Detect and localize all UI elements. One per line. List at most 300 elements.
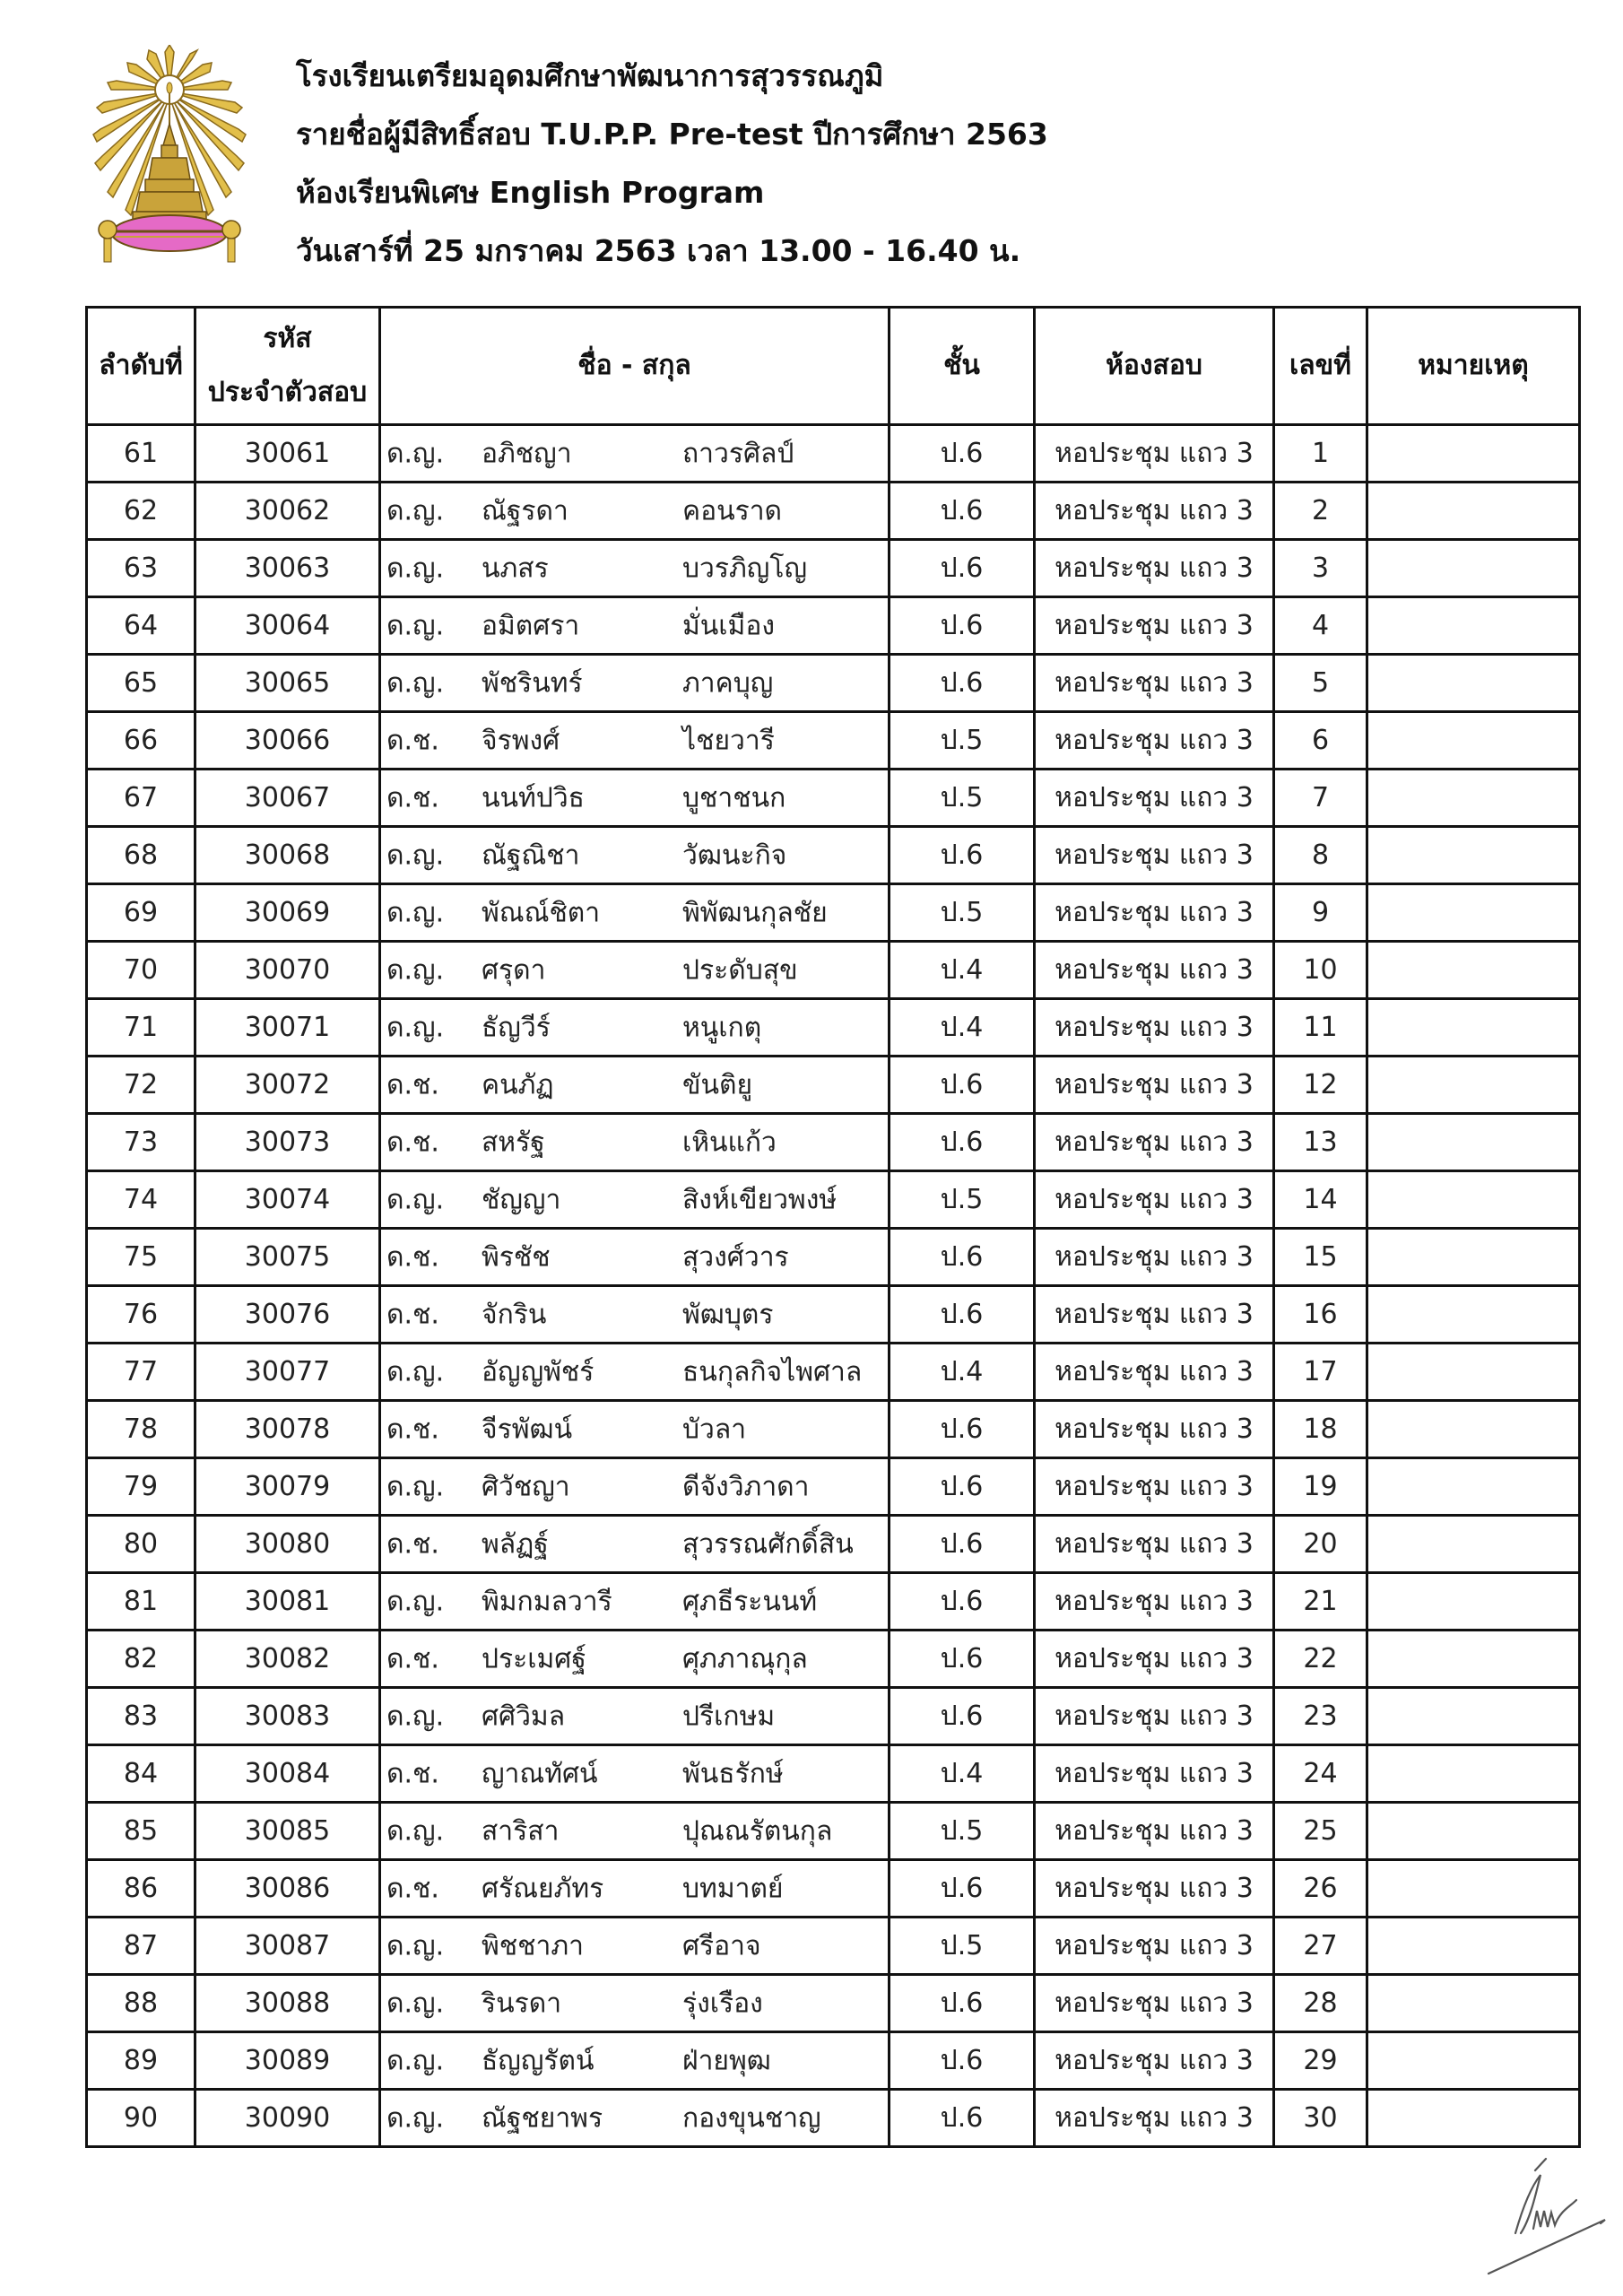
- name-prefix: ด.ญ.: [386, 1930, 445, 1961]
- remark: [1367, 1745, 1580, 1803]
- last-name: วัฒนะกิจ: [682, 839, 787, 871]
- row-number: 78: [87, 1401, 195, 1458]
- first-name: อมิตศรา: [482, 610, 580, 641]
- row-number: 83: [87, 1688, 195, 1745]
- remark: [1367, 425, 1580, 483]
- student-name-cell: [380, 2032, 890, 2090]
- row-number: 89: [87, 2032, 195, 2090]
- grade: ป.6: [890, 1573, 1035, 1631]
- last-name: ศรีอาจ: [682, 1930, 761, 1961]
- col-header-remark: หมายเหตุ: [1367, 308, 1580, 425]
- seat-number: 3: [1274, 540, 1367, 597]
- student-name-cell: [380, 1975, 890, 2032]
- table-row: [87, 1975, 1580, 2032]
- table-row: [87, 1458, 1580, 1516]
- name-prefix: ด.ญ.: [386, 1471, 445, 1502]
- exam-id: 30080: [195, 1516, 380, 1573]
- row-number: 87: [87, 1918, 195, 1975]
- student-name-cell: [380, 483, 890, 540]
- exam-id: 30068: [195, 827, 380, 884]
- seat-number: 18: [1274, 1401, 1367, 1458]
- grade: ป.5: [890, 712, 1035, 770]
- grade: ป.6: [890, 1286, 1035, 1344]
- student-name-cell: [380, 1745, 890, 1803]
- name-prefix: ด.ญ.: [386, 897, 445, 928]
- exam-id: 30077: [195, 1344, 380, 1401]
- exam-room: หอประชุม แถว 3: [1035, 1573, 1274, 1631]
- remark: [1367, 1229, 1580, 1286]
- last-name: บัวลา: [682, 1413, 747, 1445]
- exam-room: หอประชุม แถว 3: [1035, 1918, 1274, 1975]
- exam-room: หอประชุม แถว 3: [1035, 483, 1274, 540]
- grade: ป.4: [890, 1344, 1035, 1401]
- name-prefix: ด.ญ.: [386, 552, 445, 584]
- seat-number: 1: [1274, 425, 1367, 483]
- student-name-cell: [380, 1401, 890, 1458]
- exam-id: 30069: [195, 884, 380, 942]
- grade: ป.6: [890, 1631, 1035, 1688]
- remark: [1367, 540, 1580, 597]
- grade: ป.6: [890, 2090, 1035, 2147]
- grade: ป.5: [890, 884, 1035, 942]
- seat-number: 17: [1274, 1344, 1367, 1401]
- exam-room: หอประชุม แถว 3: [1035, 712, 1274, 770]
- table-row: [87, 1229, 1580, 1286]
- remark: [1367, 597, 1580, 655]
- table-row: [87, 1745, 1580, 1803]
- exam-id: 30062: [195, 483, 380, 540]
- seat-number: 5: [1274, 655, 1367, 712]
- exam-id: 30085: [195, 1803, 380, 1860]
- col-header-seat: เลขที่: [1274, 308, 1367, 425]
- table-row: [87, 1573, 1580, 1631]
- name-prefix: ด.ญ.: [386, 839, 445, 871]
- student-name-cell: [380, 1344, 890, 1401]
- last-name: ประดับสุข: [682, 954, 798, 986]
- table-row: [87, 942, 1580, 999]
- first-name: ศศิวิมล: [482, 1700, 566, 1732]
- last-name: เหินแก้ว: [682, 1126, 777, 1158]
- exam-id: 30061: [195, 425, 380, 483]
- row-number: 65: [87, 655, 195, 712]
- row-number: 86: [87, 1860, 195, 1918]
- exam-id: 30081: [195, 1573, 380, 1631]
- exam-id: 30084: [195, 1745, 380, 1803]
- exam-id: 30079: [195, 1458, 380, 1516]
- name-prefix: ด.ญ.: [386, 2045, 445, 2076]
- row-number: 80: [87, 1516, 195, 1573]
- signature-mark: [1471, 2148, 1623, 2283]
- first-name: จักริน: [482, 1299, 547, 1330]
- row-number: 75: [87, 1229, 195, 1286]
- exam-id: 30090: [195, 2090, 380, 2147]
- last-name: ดีจังวิภาดา: [682, 1471, 810, 1502]
- remark: [1367, 712, 1580, 770]
- name-prefix: ด.ญ.: [386, 1700, 445, 1732]
- name-prefix: ด.ญ.: [386, 954, 445, 986]
- last-name: ธนกุลกิจไพศาล: [682, 1356, 863, 1387]
- name-prefix: ด.ช.: [386, 1873, 439, 1904]
- first-name: พัชรินทร์: [482, 667, 583, 699]
- last-name: สุวงศ์วาร: [682, 1241, 789, 1273]
- student-name-cell: [380, 1171, 890, 1229]
- table-row: [87, 1114, 1580, 1171]
- row-number: 82: [87, 1631, 195, 1688]
- seat-number: 22: [1274, 1631, 1367, 1688]
- table-row: [87, 1401, 1580, 1458]
- remark: [1367, 1057, 1580, 1114]
- remark: [1367, 1401, 1580, 1458]
- first-name: จีรพัฒน์: [482, 1413, 573, 1445]
- table-row: [87, 1860, 1580, 1918]
- exam-room: หอประชุม แถว 3: [1035, 1975, 1274, 2032]
- student-name-cell: [380, 597, 890, 655]
- table-row: [87, 1803, 1580, 1860]
- grade: ป.6: [890, 1688, 1035, 1745]
- table-row: [87, 1516, 1580, 1573]
- table-row: [87, 1918, 1580, 1975]
- exam-roster-table: [85, 306, 1581, 2148]
- last-name: บูชาชนก: [682, 782, 786, 813]
- row-number: 67: [87, 770, 195, 827]
- seat-number: 23: [1274, 1688, 1367, 1745]
- first-name: พลัฏฐ์: [482, 1528, 549, 1560]
- exam-id: 30088: [195, 1975, 380, 2032]
- exam-id: 30071: [195, 999, 380, 1057]
- exam-room: หอประชุม แถว 3: [1035, 1344, 1274, 1401]
- student-name-cell: [380, 770, 890, 827]
- exam-room: หอประชุม แถว 3: [1035, 540, 1274, 597]
- row-number: 66: [87, 712, 195, 770]
- remark: [1367, 1688, 1580, 1745]
- row-number: 81: [87, 1573, 195, 1631]
- last-name: ฝ่ายพุฒ: [682, 2045, 771, 2076]
- row-number: 71: [87, 999, 195, 1057]
- exam-room: หอประชุม แถว 3: [1035, 2032, 1274, 2090]
- remark: [1367, 770, 1580, 827]
- last-name: ศุภภาณุกุล: [682, 1643, 808, 1674]
- grade: ป.6: [890, 540, 1035, 597]
- student-name-cell: [380, 1286, 890, 1344]
- exam-id: 30083: [195, 1688, 380, 1745]
- first-name: ชัญญา: [482, 1184, 561, 1215]
- name-prefix: ด.ช.: [386, 1126, 439, 1158]
- first-name: พิรชัช: [482, 1241, 551, 1273]
- first-name: ประเมศฐ์: [482, 1643, 586, 1674]
- name-prefix: ด.ช.: [386, 1069, 439, 1100]
- last-name: หนูเกตุ: [682, 1012, 762, 1043]
- student-name-cell: [380, 942, 890, 999]
- table-row: [87, 1286, 1580, 1344]
- grade: ป.6: [890, 2032, 1035, 2090]
- first-name: ณัฐชยาพร: [482, 2102, 603, 2134]
- last-name: ไชยวารี: [682, 725, 775, 756]
- last-name: พัฒบุตร: [682, 1299, 774, 1330]
- row-number: 84: [87, 1745, 195, 1803]
- row-number: 79: [87, 1458, 195, 1516]
- row-number: 62: [87, 483, 195, 540]
- exam-room: หอประชุม แถว 3: [1035, 1057, 1274, 1114]
- row-number: 73: [87, 1114, 195, 1171]
- last-name: คอนราด: [682, 495, 783, 526]
- exam-room: หอประชุม แถว 3: [1035, 1229, 1274, 1286]
- seat-number: 21: [1274, 1573, 1367, 1631]
- grade: ป.5: [890, 1918, 1035, 1975]
- student-name-cell: [380, 1631, 890, 1688]
- col-header-exam-id-line2: ประจำตัวสอบ: [207, 377, 368, 408]
- table-row: [87, 999, 1580, 1057]
- first-name: ศิวัชญา: [482, 1471, 570, 1502]
- row-number: 70: [87, 942, 195, 999]
- exam-room: หอประชุม แถว 3: [1035, 1803, 1274, 1860]
- name-prefix: ด.ญ.: [386, 1012, 445, 1043]
- row-number: 88: [87, 1975, 195, 2032]
- grade: ป.5: [890, 1171, 1035, 1229]
- student-name-cell: [380, 2090, 890, 2147]
- grade: ป.4: [890, 942, 1035, 999]
- exam-room: หอประชุม แถว 3: [1035, 770, 1274, 827]
- exam-id: 30070: [195, 942, 380, 999]
- exam-room: หอประชุม แถว 3: [1035, 655, 1274, 712]
- grade: ป.6: [890, 655, 1035, 712]
- table-row: [87, 1344, 1580, 1401]
- exam-room: หอประชุม แถว 3: [1035, 597, 1274, 655]
- exam-room: หอประชุม แถว 3: [1035, 884, 1274, 942]
- row-number: 69: [87, 884, 195, 942]
- student-name-cell: [380, 884, 890, 942]
- seat-number: 13: [1274, 1114, 1367, 1171]
- student-name-cell: [380, 540, 890, 597]
- seat-number: 12: [1274, 1057, 1367, 1114]
- first-name: อัญญพัชร์: [482, 1356, 595, 1387]
- first-name: พัณณ์ชิตา: [482, 897, 601, 928]
- grade: ป.6: [890, 1975, 1035, 2032]
- table-row: [87, 2032, 1580, 2090]
- student-name-cell: [380, 1860, 890, 1918]
- student-name-cell: [380, 1458, 890, 1516]
- grade: ป.6: [890, 483, 1035, 540]
- first-name: ศรัณยภัทร: [482, 1873, 604, 1904]
- table-header-row: [87, 308, 1580, 425]
- student-name-cell: [380, 712, 890, 770]
- col-header-name: ชื่อ - สกุล: [380, 308, 890, 425]
- table-row: [87, 1057, 1580, 1114]
- table-row: [87, 712, 1580, 770]
- student-name-cell: [380, 1516, 890, 1573]
- remark: [1367, 1114, 1580, 1171]
- exam-id: 30089: [195, 2032, 380, 2090]
- grade: ป.6: [890, 1229, 1035, 1286]
- seat-number: 4: [1274, 597, 1367, 655]
- grade: ป.5: [890, 1803, 1035, 1860]
- seat-number: 24: [1274, 1745, 1367, 1803]
- grade: ป.5: [890, 770, 1035, 827]
- exam-schedule: วันเสาร์ที่ 25 มกราคม 2563 เวลา 13.00 - 16.40 น.: [296, 233, 1021, 268]
- remark: [1367, 1918, 1580, 1975]
- last-name: มั่นเมือง: [682, 610, 775, 641]
- remark: [1367, 1573, 1580, 1631]
- first-name: พิชชาภา: [482, 1930, 584, 1961]
- grade: ป.6: [890, 1516, 1035, 1573]
- student-name-cell: [380, 999, 890, 1057]
- name-prefix: ด.ช.: [386, 1241, 439, 1273]
- seat-number: 15: [1274, 1229, 1367, 1286]
- row-number: 76: [87, 1286, 195, 1344]
- name-prefix: ด.ช.: [386, 782, 439, 813]
- list-title: รายชื่อผู้มีสิทธิ์สอบ T.U.P.P. Pre-test ปีการศึกษา 2563: [296, 117, 1048, 152]
- remark: [1367, 1860, 1580, 1918]
- grade: ป.4: [890, 1745, 1035, 1803]
- remark: [1367, 1286, 1580, 1344]
- program-name: ห้องเรียนพิเศษ English Program: [296, 175, 765, 210]
- remark: [1367, 655, 1580, 712]
- grade: ป.6: [890, 1458, 1035, 1516]
- seat-number: 14: [1274, 1171, 1367, 1229]
- exam-room: หอประชุม แถว 3: [1035, 1286, 1274, 1344]
- remark: [1367, 1975, 1580, 2032]
- last-name: สุวรรณศักดิ์สิน: [682, 1528, 854, 1560]
- exam-id: 30074: [195, 1171, 380, 1229]
- table-row: [87, 1631, 1580, 1688]
- first-name: จิรพงศ์: [482, 725, 560, 756]
- student-name-cell: [380, 1057, 890, 1114]
- seat-number: 26: [1274, 1860, 1367, 1918]
- seat-number: 30: [1274, 2090, 1367, 2147]
- student-name-cell: [380, 1918, 890, 1975]
- remark: [1367, 1631, 1580, 1688]
- seat-number: 6: [1274, 712, 1367, 770]
- row-number: 68: [87, 827, 195, 884]
- name-prefix: ด.ช.: [386, 1299, 439, 1330]
- exam-id: 30087: [195, 1918, 380, 1975]
- name-prefix: ด.ญ.: [386, 495, 445, 526]
- seat-number: 2: [1274, 483, 1367, 540]
- table-row: [87, 483, 1580, 540]
- seat-number: 25: [1274, 1803, 1367, 1860]
- remark: [1367, 942, 1580, 999]
- first-name: รินรดา: [482, 1987, 562, 2019]
- last-name: พิพัฒนกุลชัย: [682, 897, 828, 928]
- remark: [1367, 827, 1580, 884]
- exam-room: หอประชุม แถว 3: [1035, 999, 1274, 1057]
- grade: ป.6: [890, 1860, 1035, 1918]
- remark: [1367, 1803, 1580, 1860]
- row-number: 90: [87, 2090, 195, 2147]
- name-prefix: ด.ญ.: [386, 438, 445, 469]
- row-number: 61: [87, 425, 195, 483]
- first-name: นภสร: [482, 552, 549, 584]
- table-row: [87, 1171, 1580, 1229]
- col-header-room: ห้องสอบ: [1035, 308, 1274, 425]
- exam-id: 30076: [195, 1286, 380, 1344]
- name-prefix: ด.ช.: [386, 1758, 439, 1789]
- first-name: สหรัฐ: [482, 1126, 545, 1158]
- seat-number: 7: [1274, 770, 1367, 827]
- grade: ป.6: [890, 425, 1035, 483]
- grade: ป.6: [890, 1057, 1035, 1114]
- exam-id: 30073: [195, 1114, 380, 1171]
- first-name: ณัฐรดา: [482, 495, 568, 526]
- student-name-cell: [380, 655, 890, 712]
- table-row: [87, 884, 1580, 942]
- first-name: นนท์ปวิธ: [482, 782, 585, 813]
- last-name: ภาคบุญ: [682, 667, 774, 699]
- first-name: ธัญญรัตน์: [482, 2045, 595, 2076]
- school-emblem-icon: [90, 45, 249, 265]
- row-number: 85: [87, 1803, 195, 1860]
- name-prefix: ด.ญ.: [386, 1356, 445, 1387]
- remark: [1367, 1516, 1580, 1573]
- exam-id: 30082: [195, 1631, 380, 1688]
- grade: ป.6: [890, 597, 1035, 655]
- row-number: 74: [87, 1171, 195, 1229]
- table-row: [87, 2090, 1580, 2147]
- name-prefix: ด.ญ.: [386, 1184, 445, 1215]
- last-name: กองขุนชาญ: [682, 2102, 821, 2134]
- name-prefix: ด.ญ.: [386, 2102, 445, 2134]
- exam-room: หอประชุม แถว 3: [1035, 1458, 1274, 1516]
- last-name: ขันติยู: [682, 1069, 753, 1100]
- seat-number: 27: [1274, 1918, 1367, 1975]
- exam-room: หอประชุม แถว 3: [1035, 1516, 1274, 1573]
- first-name: สาริสา: [482, 1815, 560, 1847]
- grade: ป.6: [890, 1401, 1035, 1458]
- table-row: [87, 827, 1580, 884]
- school-name: โรงเรียนเตรียมอุดมศึกษาพัฒนาการสุวรรณภูมิ: [296, 58, 884, 93]
- last-name: บวรภิญโญ: [682, 552, 808, 584]
- first-name: ญาณทัศน์: [482, 1758, 598, 1789]
- exam-id: 30065: [195, 655, 380, 712]
- table-row: [87, 1688, 1580, 1745]
- name-prefix: ด.ช.: [386, 1413, 439, 1445]
- last-name: รุ่งเรือง: [682, 1987, 763, 2019]
- last-name: ปุณณรัตนกุล: [682, 1815, 833, 1847]
- exam-room: หอประชุม แถว 3: [1035, 942, 1274, 999]
- row-number: 64: [87, 597, 195, 655]
- seat-number: 28: [1274, 1975, 1367, 2032]
- name-prefix: ด.ญ.: [386, 667, 445, 699]
- seat-number: 8: [1274, 827, 1367, 884]
- exam-id: 30067: [195, 770, 380, 827]
- first-name: ณัฐณิชา: [482, 839, 580, 871]
- row-number: 63: [87, 540, 195, 597]
- row-number: 77: [87, 1344, 195, 1401]
- exam-room: หอประชุม แถว 3: [1035, 1171, 1274, 1229]
- col-header-grade: ชั้น: [890, 308, 1035, 425]
- seat-number: 16: [1274, 1286, 1367, 1344]
- student-name-cell: [380, 425, 890, 483]
- first-name: คนภัฏ: [482, 1069, 554, 1100]
- exam-id: 30063: [195, 540, 380, 597]
- seat-number: 9: [1274, 884, 1367, 942]
- exam-id: 30066: [195, 712, 380, 770]
- student-name-cell: [380, 827, 890, 884]
- first-name: ธัญวีร์: [482, 1012, 551, 1043]
- seat-number: 29: [1274, 2032, 1367, 2090]
- document-header: [296, 47, 1048, 280]
- table-row: [87, 655, 1580, 712]
- name-prefix: ด.ช.: [386, 725, 439, 756]
- student-name-cell: [380, 1573, 890, 1631]
- remark: [1367, 999, 1580, 1057]
- exam-room: หอประชุม แถว 3: [1035, 1860, 1274, 1918]
- name-prefix: ด.ญ.: [386, 1815, 445, 1847]
- table-row: [87, 425, 1580, 483]
- seat-number: 19: [1274, 1458, 1367, 1516]
- table-row: [87, 770, 1580, 827]
- col-header-order: ลำดับที่: [87, 308, 195, 425]
- exam-room: หอประชุม แถว 3: [1035, 1688, 1274, 1745]
